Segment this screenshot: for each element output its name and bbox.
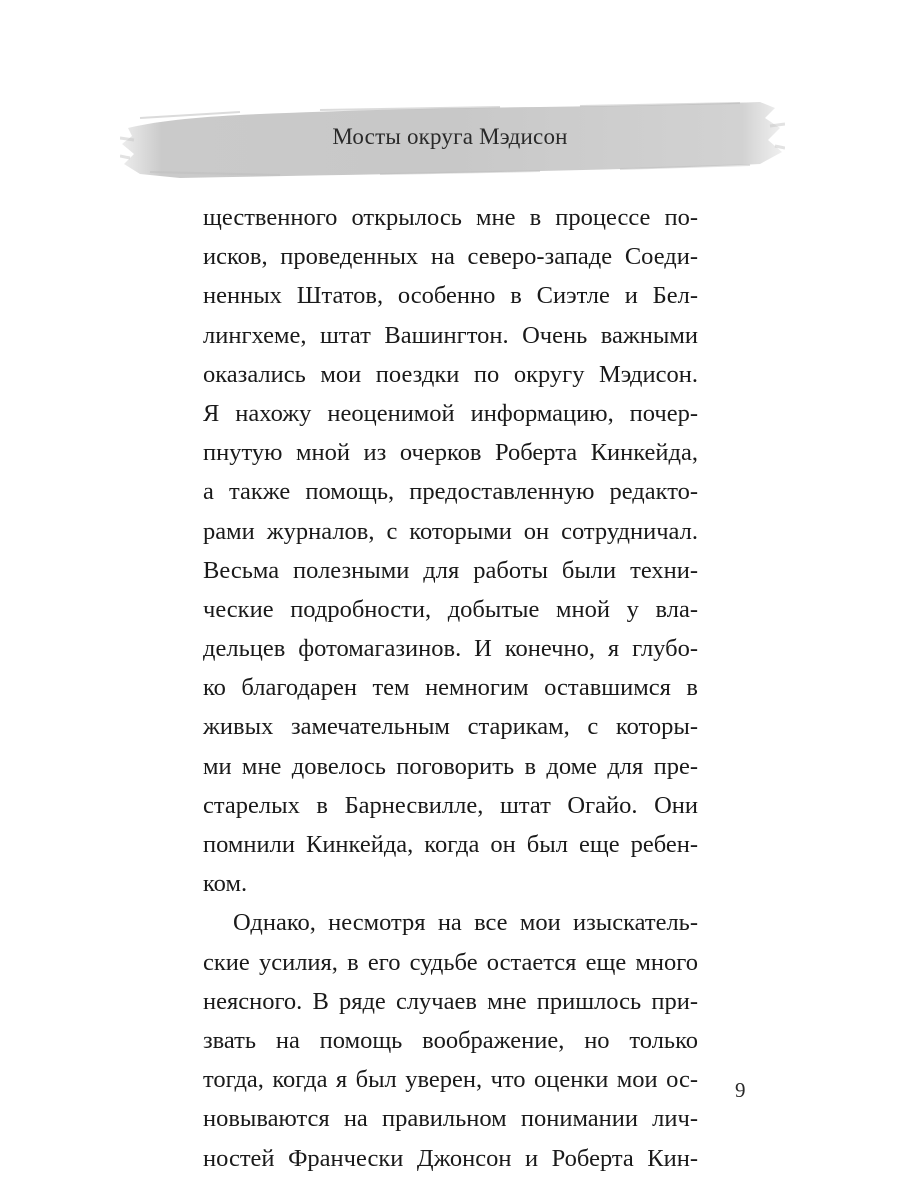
paragraph-1 xyxy=(203,198,698,903)
text-line: Я нахожу неоценимой информацию, почер- xyxy=(203,399,698,427)
text-line: живых замечательным старикам, с которы- xyxy=(203,713,698,741)
text-line: звать на помощь воображение, но только xyxy=(203,1026,698,1054)
text-line: щественного открылось мне в процессе по- xyxy=(203,204,698,231)
text-line: тогда, когда я был уверен, что оценки мои ос- xyxy=(203,1066,698,1094)
text-line: ностей Франчески Джонсон и Роберта Кин- xyxy=(203,1144,698,1172)
text-line: ком. xyxy=(203,870,248,898)
paragraph-2 xyxy=(203,903,698,1177)
text-line: Однако, несмотря на все мои изыскатель- xyxy=(233,909,698,937)
text-line: ские усилия, в его судьбе остается еще много xyxy=(203,948,698,976)
text-line: старелых в Барнесвилле, штат Огайо. Они xyxy=(203,791,698,819)
text-line: ми мне довелось поговорить в доме для пре- xyxy=(203,752,698,780)
text-line: дельцев фотомагазинов. И конечно, я глубо- xyxy=(203,635,698,663)
text-line: исков, проведенных на северо-западе Соеди- xyxy=(203,243,698,271)
body-text xyxy=(203,198,698,1178)
text-line: а также помощь, предоставленную редакто- xyxy=(203,478,698,506)
page-number: 9 xyxy=(735,1078,746,1102)
text-line: рами журналов, с которыми он сотрудничал. xyxy=(203,517,698,545)
running-title: Мосты округа Мэдисон xyxy=(332,124,568,149)
text-line: новываются на правильном понимании лич- xyxy=(203,1105,698,1133)
text-line: ненных Штатов, особенно в Сиэтле и Бел- xyxy=(203,282,698,310)
text-line: ческие подробности, добытые мной у вла- xyxy=(203,595,698,623)
text-line: пнутую мной из очерков Роберта Кинкейда, xyxy=(203,439,698,467)
text-line: неясного. В ряде случаев мне пришлось при- xyxy=(203,987,698,1015)
text-line: лингхеме, штат Вашингтон. Очень важными xyxy=(203,321,698,349)
text-line: помнили Кинкейда, когда он был еще ребен- xyxy=(203,831,698,858)
text-line: Весьма полезными для работы были техни- xyxy=(203,556,698,584)
text-line: ко благодарен тем немногим оставшимся в xyxy=(203,674,698,702)
text-line: оказались мои поездки по округу Мэдисон. xyxy=(203,360,698,388)
